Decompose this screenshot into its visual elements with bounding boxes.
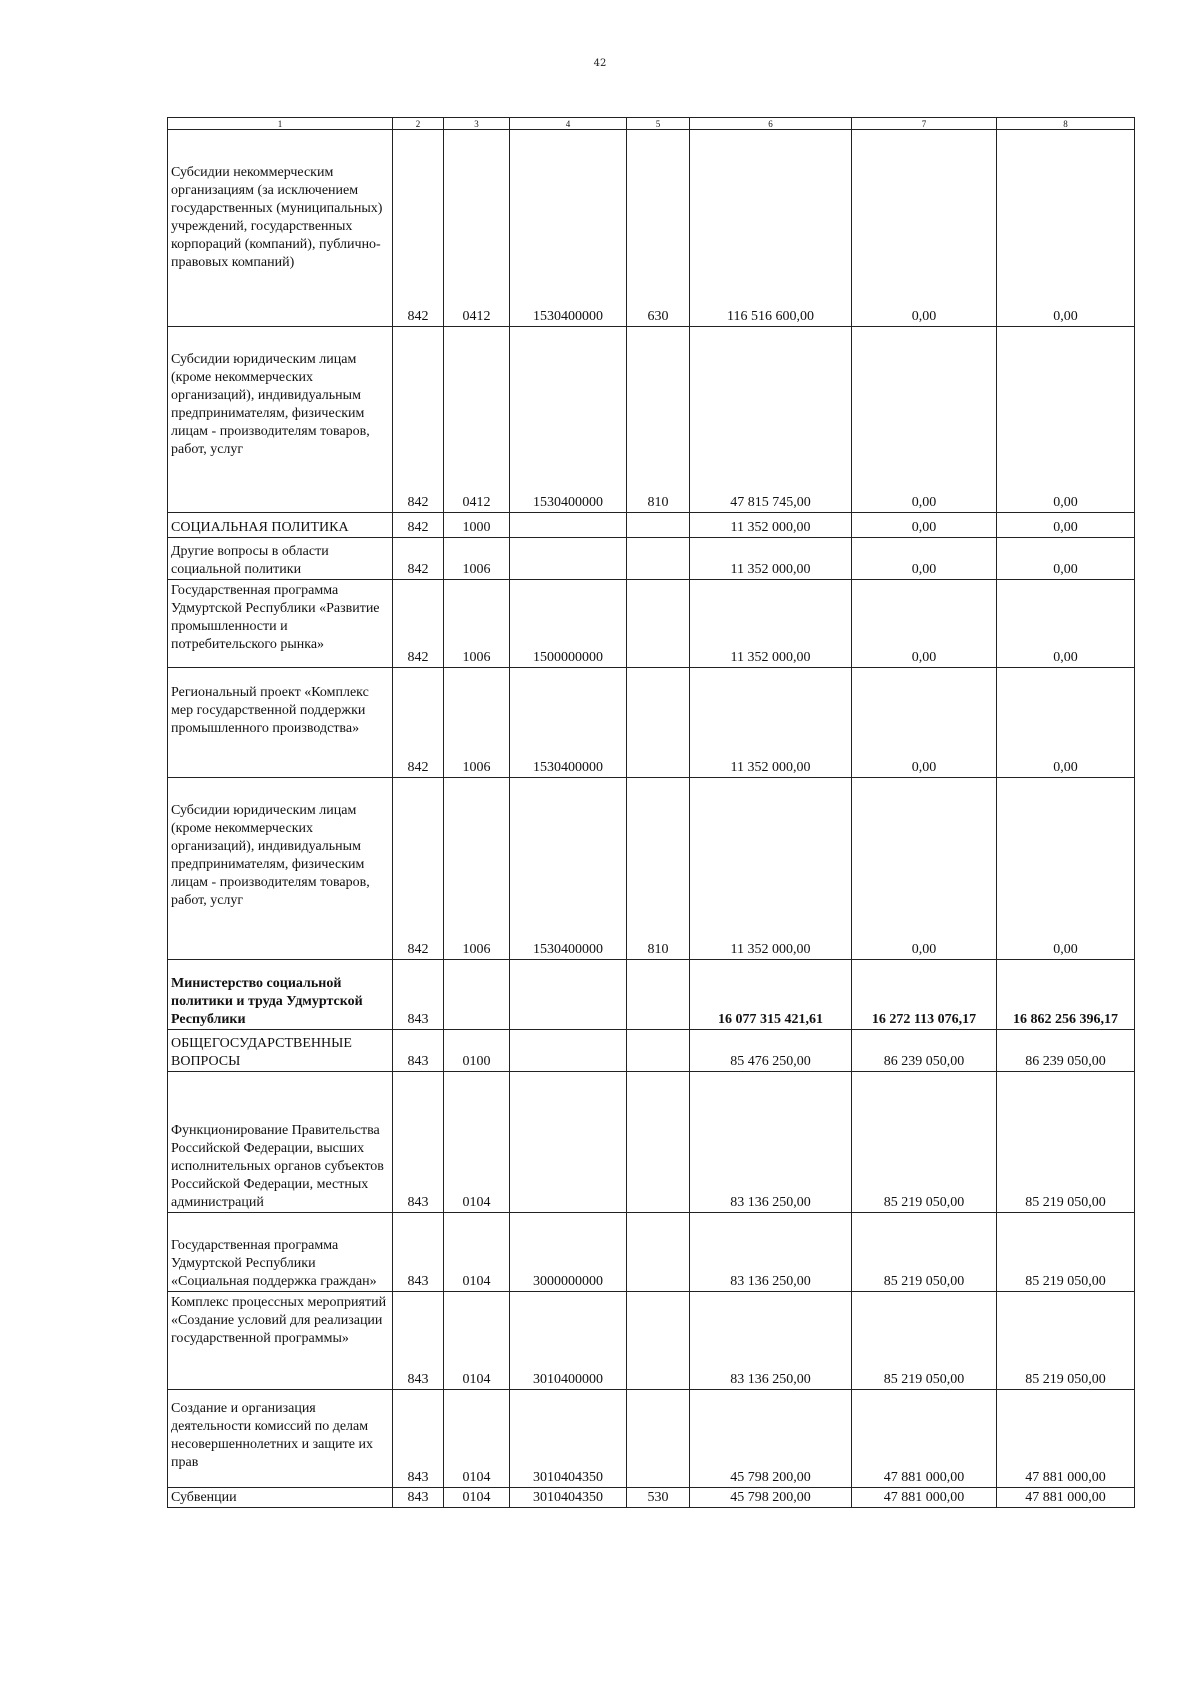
cell-amount-1: 11 352 000,00	[690, 668, 852, 778]
cell-amount-3: 85 219 050,00	[997, 1213, 1135, 1292]
row-name-text: Государственная программа Удмуртской Республики «Развитие промышленности и потребительского рынка»	[171, 583, 380, 652]
cell-section-code: 0100	[444, 1030, 510, 1072]
cell-amount-2: 47 881 000,00	[852, 1488, 997, 1508]
cell-target-code	[510, 538, 627, 580]
cell-amount-3: 47 881 000,00	[997, 1390, 1135, 1488]
cell-target-code	[510, 1030, 627, 1072]
cell-ministry-code: 843	[393, 1072, 444, 1213]
table-row	[168, 1030, 1135, 1072]
cell-target-code	[510, 1072, 627, 1213]
cell-amount-3: 0,00	[997, 538, 1135, 580]
cell-amount-2: 85 219 050,00	[852, 1292, 997, 1390]
cell-amount-1: 11 352 000,00	[690, 778, 852, 960]
table-row	[168, 327, 1135, 513]
column-number: 6	[690, 118, 852, 130]
cell-ministry-code: 842	[393, 668, 444, 778]
cell-ministry-code: 843	[393, 1213, 444, 1292]
cell-expense-type	[627, 1292, 690, 1390]
page-number: 42	[593, 58, 607, 69]
row-name	[168, 1292, 393, 1390]
table-row	[168, 130, 1135, 327]
cell-amount-1: 45 798 200,00	[690, 1390, 852, 1488]
cell-target-code: 1530400000	[510, 130, 627, 327]
cell-amount-2: 0,00	[852, 130, 997, 327]
cell-section-code: 0104	[444, 1390, 510, 1488]
cell-ministry-code: 842	[393, 778, 444, 960]
cell-amount-3: 0,00	[997, 513, 1135, 538]
cell-amount-3: 47 881 000,00	[997, 1488, 1135, 1508]
row-name	[168, 513, 393, 538]
cell-section-code: 1006	[444, 778, 510, 960]
cell-section-code: 0104	[444, 1072, 510, 1213]
cell-target-code	[510, 513, 627, 538]
cell-expense-type	[627, 538, 690, 580]
cell-amount-3: 85 219 050,00	[997, 1292, 1135, 1390]
cell-amount-2: 85 219 050,00	[852, 1213, 997, 1292]
cell-amount-2: 0,00	[852, 778, 997, 960]
cell-section-code: 0104	[444, 1292, 510, 1390]
cell-expense-type	[627, 580, 690, 668]
cell-ministry-code: 843	[393, 960, 444, 1030]
row-name	[168, 1488, 393, 1508]
cell-section-code: 1006	[444, 580, 510, 668]
cell-amount-1: 47 815 745,00	[690, 327, 852, 513]
cell-amount-1: 16 077 315 421,61	[690, 960, 852, 1030]
cell-ministry-code: 842	[393, 580, 444, 668]
cell-ministry-code: 843	[393, 1292, 444, 1390]
column-number: 4	[510, 118, 627, 130]
table-row	[168, 1390, 1135, 1488]
row-name-text: Другие вопросы в области социальной политики	[171, 544, 329, 577]
row-name-text: Создание и организация деятельности комиссий по делам несовершеннолетних и защите их прав	[171, 1401, 373, 1470]
table-row	[168, 1072, 1135, 1213]
row-name-text: СОЦИАЛЬНАЯ ПОЛИТИКА	[171, 520, 349, 535]
table-row	[168, 1488, 1135, 1508]
cell-expense-type: 530	[627, 1488, 690, 1508]
cell-expense-type	[627, 960, 690, 1030]
row-name-text: Субсидии некоммерческим организациям (за исключением государственных (муниципальных) учреждений, государственных корпораций (компаний), публично-правовых компаний)	[171, 165, 383, 270]
table-row	[168, 580, 1135, 668]
cell-ministry-code: 843	[393, 1390, 444, 1488]
table-row	[168, 668, 1135, 778]
table-row	[168, 1292, 1135, 1390]
cell-expense-type	[627, 1390, 690, 1488]
cell-expense-type: 810	[627, 327, 690, 513]
cell-amount-2: 0,00	[852, 327, 997, 513]
cell-target-code: 3010400000	[510, 1292, 627, 1390]
cell-expense-type	[627, 1213, 690, 1292]
row-name-text: ОБЩЕГОСУДАРСТВЕННЫЕ ВОПРОСЫ	[171, 1036, 352, 1069]
cell-amount-2: 85 219 050,00	[852, 1072, 997, 1213]
cell-amount-2: 16 272 113 076,17	[852, 960, 997, 1030]
row-name-text: Субсидии юридическим лицам (кроме некоммерческих организаций), индивидуальным предпринимателям, физическим лицам - производителям товаров, работ, услуг	[171, 352, 370, 457]
column-number: 1	[168, 118, 393, 130]
table-row	[168, 538, 1135, 580]
cell-section-code: 0104	[444, 1213, 510, 1292]
cell-amount-1: 83 136 250,00	[690, 1072, 852, 1213]
cell-expense-type	[627, 1072, 690, 1213]
cell-ministry-code: 842	[393, 327, 444, 513]
cell-section-code: 1006	[444, 538, 510, 580]
cell-expense-type: 630	[627, 130, 690, 327]
row-name-text: Субвенции	[171, 1490, 237, 1505]
row-name	[168, 1390, 393, 1488]
row-name	[168, 1213, 393, 1292]
cell-amount-1: 45 798 200,00	[690, 1488, 852, 1508]
table-row	[168, 1213, 1135, 1292]
cell-ministry-code: 842	[393, 513, 444, 538]
cell-target-code: 1530400000	[510, 327, 627, 513]
budget-table	[167, 117, 1135, 1508]
row-name-text: Государственная программа Удмуртской Республики «Социальная поддержка граждан»	[171, 1238, 377, 1289]
cell-amount-1: 11 352 000,00	[690, 513, 852, 538]
cell-amount-3: 0,00	[997, 778, 1135, 960]
cell-section-code: 0412	[444, 327, 510, 513]
cell-amount-3: 86 239 050,00	[997, 1030, 1135, 1072]
cell-expense-type	[627, 668, 690, 778]
cell-amount-2: 86 239 050,00	[852, 1030, 997, 1072]
table-row	[168, 778, 1135, 960]
cell-ministry-code: 842	[393, 130, 444, 327]
cell-section-code: 0412	[444, 130, 510, 327]
cell-expense-type: 810	[627, 778, 690, 960]
cell-amount-3: 16 862 256 396,17	[997, 960, 1135, 1030]
cell-amount-3: 0,00	[997, 327, 1135, 513]
row-name	[168, 1030, 393, 1072]
cell-target-code: 3010404350	[510, 1390, 627, 1488]
column-number-row	[168, 118, 1135, 130]
row-name-text: Комплекс процессных мероприятий «Создание условий для реализации государственной программы»	[171, 1295, 387, 1346]
cell-section-code	[444, 960, 510, 1030]
cell-amount-2: 0,00	[852, 513, 997, 538]
row-name	[168, 960, 393, 1030]
column-number: 2	[393, 118, 444, 130]
cell-target-code	[510, 960, 627, 1030]
cell-amount-2: 0,00	[852, 580, 997, 668]
cell-amount-1: 83 136 250,00	[690, 1213, 852, 1292]
cell-amount-1: 83 136 250,00	[690, 1292, 852, 1390]
row-name	[168, 538, 393, 580]
cell-target-code: 1530400000	[510, 778, 627, 960]
cell-target-code: 3010404350	[510, 1488, 627, 1508]
cell-amount-2: 0,00	[852, 538, 997, 580]
cell-amount-1: 11 352 000,00	[690, 580, 852, 668]
cell-target-code: 3000000000	[510, 1213, 627, 1292]
row-name	[168, 130, 393, 327]
cell-expense-type	[627, 513, 690, 538]
cell-amount-3: 85 219 050,00	[997, 1072, 1135, 1213]
row-name	[168, 580, 393, 668]
row-name	[168, 668, 393, 778]
cell-amount-1: 11 352 000,00	[690, 538, 852, 580]
cell-expense-type	[627, 1030, 690, 1072]
row-name	[168, 1072, 393, 1213]
cell-target-code: 1530400000	[510, 668, 627, 778]
row-name	[168, 778, 393, 960]
row-name-text: Министерство социальной политики и труда Удмуртской Республики	[171, 976, 363, 1027]
cell-amount-2: 0,00	[852, 668, 997, 778]
row-name-text: Функционирование Правительства Российской Федерации, высших исполнительных органов субъектов Российской Федерации, местных администраций	[171, 1123, 384, 1210]
row-name-text: Региональный проект «Комплекс мер государственной поддержки промышленного производства»	[171, 685, 369, 736]
cell-amount-1: 116 516 600,00	[690, 130, 852, 327]
column-number: 5	[627, 118, 690, 130]
column-number: 3	[444, 118, 510, 130]
table-row	[168, 960, 1135, 1030]
cell-amount-3: 0,00	[997, 668, 1135, 778]
cell-ministry-code: 843	[393, 1488, 444, 1508]
cell-section-code: 1006	[444, 668, 510, 778]
table-row	[168, 513, 1135, 538]
cell-amount-3: 0,00	[997, 580, 1135, 668]
cell-ministry-code: 842	[393, 538, 444, 580]
row-name	[168, 327, 393, 513]
cell-amount-2: 47 881 000,00	[852, 1390, 997, 1488]
cell-amount-1: 85 476 250,00	[690, 1030, 852, 1072]
row-name-text: Субсидии юридическим лицам (кроме некоммерческих организаций), индивидуальным предпринимателям, физическим лицам - производителям товаров, работ, услуг	[171, 803, 370, 908]
cell-target-code: 1500000000	[510, 580, 627, 668]
column-number: 8	[997, 118, 1135, 130]
cell-section-code: 1000	[444, 513, 510, 538]
cell-ministry-code: 843	[393, 1030, 444, 1072]
cell-amount-3: 0,00	[997, 130, 1135, 327]
column-number: 7	[852, 118, 997, 130]
cell-section-code: 0104	[444, 1488, 510, 1508]
